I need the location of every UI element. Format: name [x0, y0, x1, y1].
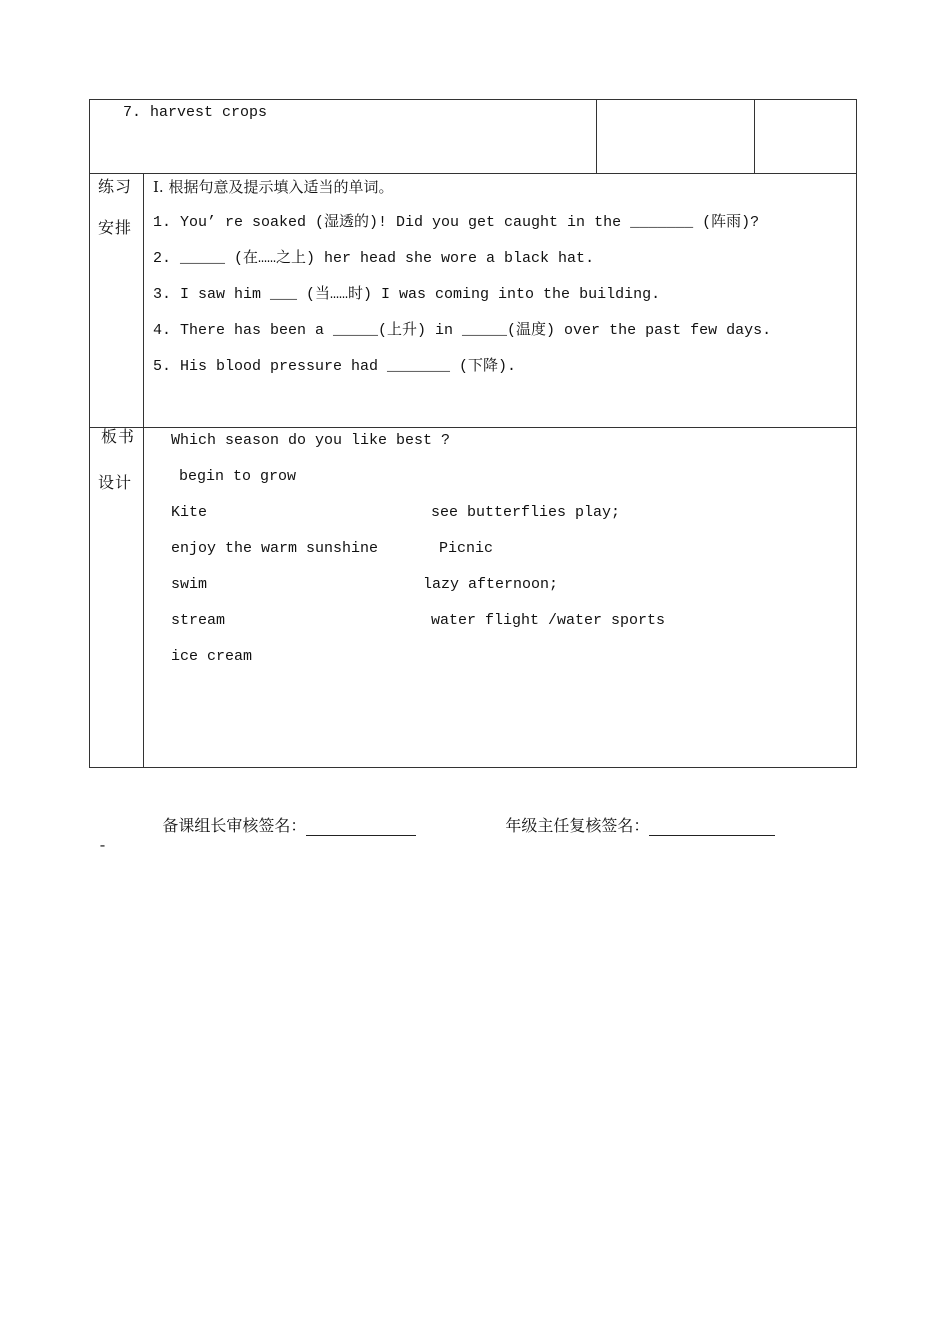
- table-border-bottom: [89, 767, 857, 768]
- table-border-row2-bottom: [89, 427, 857, 428]
- signature-left-label: 备课组长审核签名：: [162, 816, 307, 835]
- board-right-item-2: Picnic: [439, 540, 494, 557]
- signature-left: [142, 796, 416, 856]
- practice-item-5: 5. His blood pressure had _______ (下降).: [153, 358, 517, 375]
- practice-label-line1: 练习: [98, 177, 133, 196]
- practice-item-4: 4. There has been a _____(上升) in _____(温度) over the past few days.: [153, 322, 772, 339]
- table-border-row1-bottom: [89, 173, 857, 174]
- table-row1-divider-b: [754, 99, 755, 174]
- footer-mark: -: [98, 838, 108, 855]
- signature-left-blank[interactable]: [306, 819, 416, 836]
- board-left-item-3: swim: [171, 576, 208, 593]
- board-right-item-1: see butterflies play;: [431, 504, 621, 521]
- practice-instruction: I. 根据句意及提示填入适当的单词。: [153, 178, 394, 196]
- board-left-item-1: Kite: [171, 504, 208, 521]
- practice-item-1: 1. You’ re soaked (湿透的)! Did you get caught in the _______ (阵雨)?: [153, 214, 760, 231]
- board-subtitle: begin to grow: [179, 468, 297, 485]
- table-border-right: [856, 99, 857, 768]
- practice-item-2: 2. _____ (在……之上) her head she wore a black hat.: [153, 250, 595, 267]
- table-row1-divider-a: [596, 99, 597, 174]
- board-right-item-4: water flight /water sports: [431, 612, 666, 629]
- board-left-item-2: enjoy the warm sunshine: [171, 540, 379, 557]
- table-border-left: [89, 99, 90, 768]
- board-label-line2: 设计: [98, 473, 133, 492]
- signature-right: [485, 796, 775, 856]
- signature-right-label: 年级主任复核签名：: [505, 816, 650, 835]
- practice-item-3: 3. I saw him ___ (当……时) I was coming into the building.: [153, 286, 661, 303]
- board-right-item-3: lazy afternoon;: [423, 576, 559, 593]
- signature-right-blank[interactable]: [649, 819, 775, 836]
- row1-item: 7. harvest crops: [123, 104, 268, 121]
- table-label-divider: [143, 173, 144, 768]
- board-left-item-4: stream: [171, 612, 226, 629]
- board-left-item-5: ice cream: [171, 648, 253, 665]
- table-border-top: [89, 99, 857, 100]
- board-title: Which season do you like best ?: [171, 432, 451, 449]
- board-label-line1: 板书: [101, 427, 136, 446]
- practice-label-line2: 安排: [98, 218, 133, 237]
